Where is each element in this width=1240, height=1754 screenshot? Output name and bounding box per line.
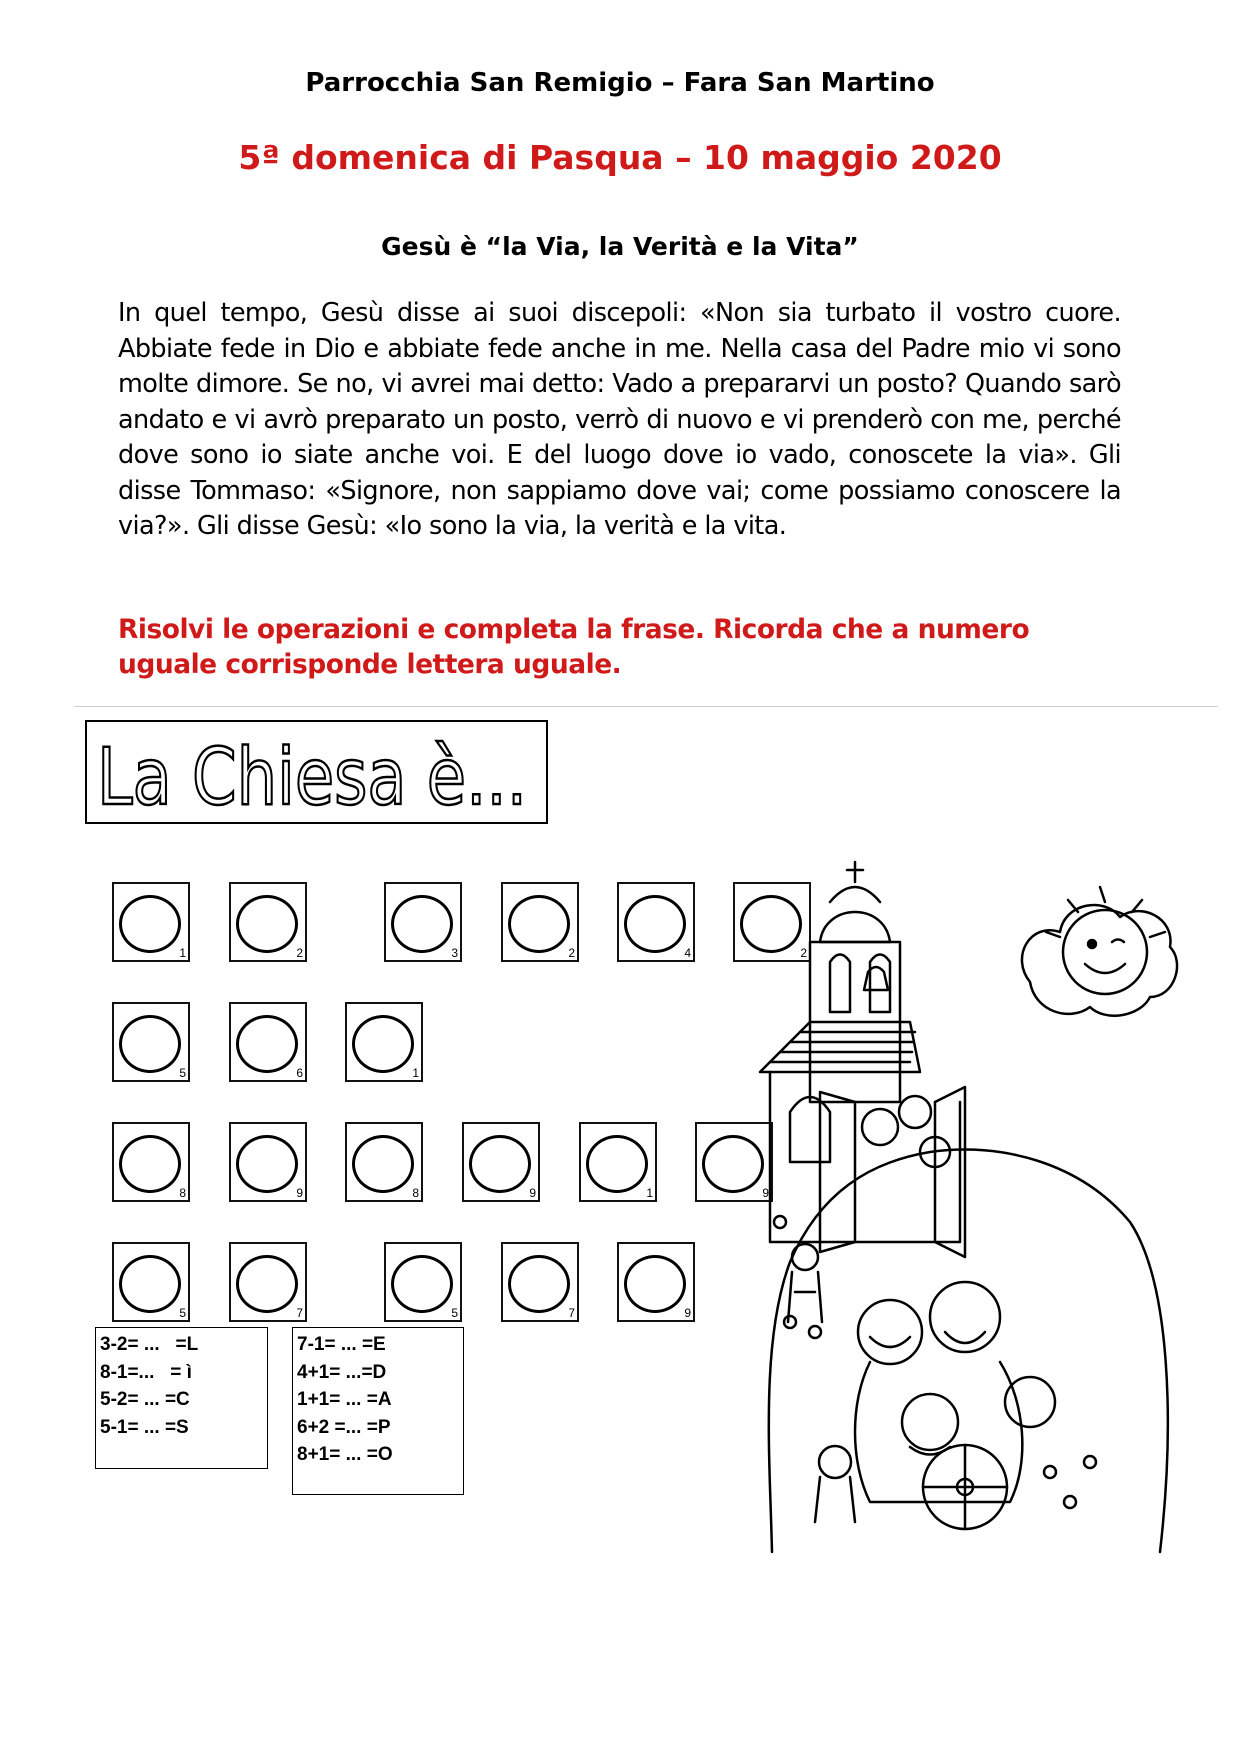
answer-cell[interactable] — [229, 1242, 307, 1322]
key-line: 3-2= ... =L — [100, 1334, 199, 1355]
cell-number: 9 — [296, 1186, 303, 1200]
cell-number: 2 — [800, 946, 807, 960]
answer-cell[interactable] — [345, 1122, 423, 1202]
answer-cell[interactable] — [501, 882, 579, 962]
answer-circle — [236, 1135, 298, 1193]
key-line: 8-1=... = ì — [100, 1361, 192, 1383]
key-box-left — [95, 1327, 268, 1469]
cell-number: 2 — [568, 946, 575, 960]
cell-number: 5 — [179, 1306, 186, 1320]
parish-name: Parrocchia San Remigio – Fara San Martino — [305, 68, 935, 98]
answer-circle — [508, 1255, 570, 1313]
cell-number: 8 — [412, 1186, 419, 1200]
date-title: 5ª domenica di Pasqua – 10 maggio 2020 — [238, 138, 1002, 177]
answer-cell[interactable] — [229, 1122, 307, 1202]
key-line: 7-1= ... =E — [297, 1334, 386, 1355]
answer-circle — [119, 1015, 181, 1073]
cell-number: 9 — [684, 1306, 691, 1320]
cell-number: 7 — [568, 1306, 575, 1320]
answer-circle — [119, 895, 181, 953]
cell-number: 1 — [412, 1066, 419, 1080]
answer-cell[interactable] — [501, 1242, 579, 1322]
answer-cell[interactable] — [112, 1242, 190, 1322]
answer-circle — [469, 1135, 531, 1193]
answer-cell[interactable] — [112, 882, 190, 962]
answer-circle — [624, 1255, 686, 1313]
answer-circle — [119, 1255, 181, 1313]
answer-cell[interactable] — [229, 882, 307, 962]
cell-number: 7 — [296, 1306, 303, 1320]
cell-number: 3 — [451, 946, 458, 960]
cell-number: 6 — [296, 1066, 303, 1080]
answer-circle — [236, 1255, 298, 1313]
answer-cell[interactable] — [579, 1122, 657, 1202]
key-line: 4+1= ...=D — [297, 1361, 387, 1383]
instruction: Risolvi le operazioni e completa la frase. Ricorda che a numero uguale corrisponde lettera uguale. — [118, 614, 1030, 680]
separator — [74, 706, 1218, 707]
key-line: 5-1= ... =S — [100, 1416, 189, 1438]
answer-cell[interactable] — [384, 1242, 462, 1322]
cell-number: 9 — [762, 1186, 769, 1200]
answer-cell[interactable] — [462, 1122, 540, 1202]
cell-number: 8 — [179, 1186, 186, 1200]
answer-cell[interactable] — [345, 1002, 423, 1082]
answer-circle — [236, 895, 298, 953]
answer-circle — [391, 895, 453, 953]
key-line: 5-2= ... =C — [100, 1389, 190, 1410]
answer-circle — [236, 1015, 298, 1073]
church-illustration — [760, 862, 1180, 1552]
answer-cell[interactable] — [112, 1002, 190, 1082]
cell-number: 5 — [179, 1066, 186, 1080]
gospel-text: In quel tempo, Gesù disse ai suoi discepoli: «Non sia turbato il vostro cuore. Abbiate fede in Dio e abbiate fede anche in me. Nella casa del Padre mio vi sono molte dimore. Se no, vi avrei mai detto: Vado a prepararvi un posto? Quando sarò andato e vi avrò preparato un posto, verrò di nuovo e vi prenderò con me, perché dove sono io siate anche voi. E del luogo dove io vado, conoscete la via». Gli disse Tommaso: «Signore, non sappiamo dove vai; come possiamo conoscere la via?». Gli disse Gesù: «Io sono la via, la verità e la vita. — [118, 298, 1121, 541]
cell-number: 2 — [296, 946, 303, 960]
answer-circle — [119, 1135, 181, 1193]
cell-number: 4 — [684, 946, 691, 960]
puzzle-title-text: La Chiesa è... — [97, 733, 527, 823]
answer-cell[interactable] — [617, 1242, 695, 1322]
answer-cell[interactable] — [229, 1002, 307, 1082]
key-line: 6+2 =... =P — [297, 1416, 391, 1438]
answer-circle — [391, 1255, 453, 1313]
key-box-right — [292, 1327, 464, 1495]
answer-circle — [352, 1015, 414, 1073]
answer-cell[interactable] — [617, 882, 695, 962]
cell-number: 1 — [179, 946, 186, 960]
answer-cell[interactable] — [112, 1122, 190, 1202]
answer-cell[interactable] — [384, 882, 462, 962]
answer-circle — [702, 1135, 764, 1193]
answer-circle — [352, 1135, 414, 1193]
gospel-title: Gesù è “la Via, la Verità e la Vita” — [381, 232, 859, 261]
key-line: 8+1= ... =O — [297, 1444, 393, 1465]
cell-number: 5 — [451, 1306, 458, 1320]
sun-icon — [1046, 887, 1165, 994]
key-line: 1+1= ... =A — [297, 1389, 392, 1410]
cell-number: 1 — [646, 1186, 653, 1200]
answer-circle — [624, 895, 686, 953]
answer-circle — [586, 1135, 648, 1193]
cell-number: 9 — [529, 1186, 536, 1200]
answer-circle — [508, 895, 570, 953]
puzzle-title — [87, 722, 546, 822]
puzzle-title-box — [85, 720, 548, 824]
